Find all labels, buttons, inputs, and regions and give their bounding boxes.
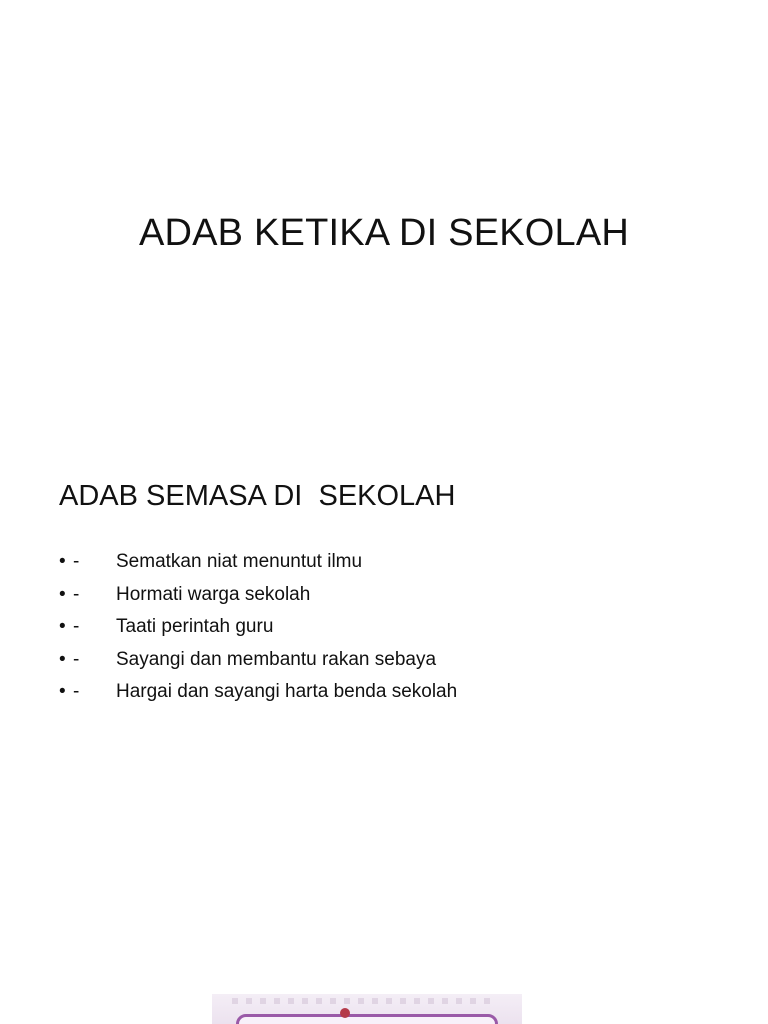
bullet-icon: • xyxy=(59,616,66,638)
list-item-text: Taati perintah guru xyxy=(116,616,274,638)
slide-title: ADAB KETIKA DI SEKOLAH xyxy=(138,212,630,254)
bullet-icon: • xyxy=(59,681,66,703)
illustration-mark xyxy=(340,1008,350,1018)
illustration-texture xyxy=(232,998,492,1004)
bullet-dash: - xyxy=(73,648,80,670)
bullet-list xyxy=(59,546,457,709)
list-item xyxy=(59,611,457,644)
bullet-dash: - xyxy=(73,616,80,638)
illustration-image xyxy=(212,994,522,1024)
list-item-text: Sematkan niat menuntut ilmu xyxy=(116,551,363,573)
list-item xyxy=(59,546,457,579)
list-item-text: Hargai dan sayangi harta benda sekolah xyxy=(116,681,458,703)
bullet-dash: - xyxy=(73,681,80,703)
list-item-text: Hormati warga sekolah xyxy=(116,583,311,605)
section-heading: ADAB SEMASA DI SEKOLAH xyxy=(59,480,456,512)
list-item xyxy=(59,676,457,709)
bullet-dash: - xyxy=(73,583,80,605)
bullet-icon: • xyxy=(59,648,66,670)
bullet-icon: • xyxy=(59,551,66,573)
list-item xyxy=(59,644,457,677)
bullet-icon: • xyxy=(59,583,66,605)
list-item-text: Sayangi dan membantu rakan sebaya xyxy=(116,648,437,670)
list-item xyxy=(59,579,457,612)
bullet-dash: - xyxy=(73,551,80,573)
illustration-frame xyxy=(236,1014,498,1024)
